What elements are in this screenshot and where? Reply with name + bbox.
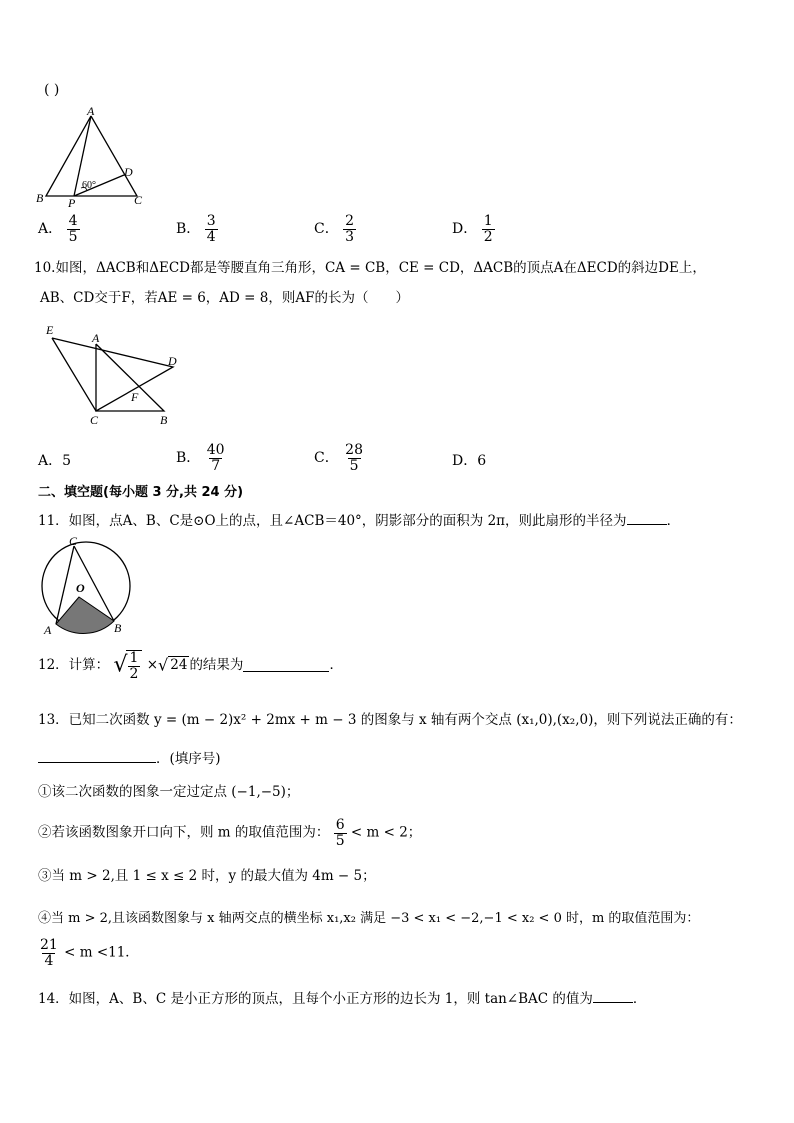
fraction-num: 1 [129,650,139,666]
fraction-num: 28 [345,442,363,458]
option-key: C． [314,450,339,467]
q10-option-a[interactable]: A．5 [38,453,72,469]
q10-option-d[interactable]: D．6 [452,453,487,469]
fraction [205,214,218,244]
q13-s4-suffix: < m <11． [64,944,139,961]
fraction [343,443,365,473]
fraction [126,650,143,681]
q10-option-b[interactable] [176,443,227,473]
q12-stem [38,650,343,681]
fraction-den: 2 [129,665,139,682]
q13-fill-note: ．(填序号) [156,751,221,767]
fraction-den: 3 [345,228,355,245]
fraction [482,214,495,244]
q13-fill-line [38,750,221,767]
fraction-den: 4 [206,228,216,245]
q11-label-b: B [114,621,122,635]
option-key: C． [314,221,339,238]
sqrt-sign-icon: √ [113,652,128,678]
q10-triangle-figure [40,320,190,430]
fraction [205,443,227,473]
fraction-num: 2 [345,213,355,229]
fraction-den: 5 [335,832,345,849]
q13-statement-4-range [38,938,139,968]
q10-label-e: E [46,323,54,337]
option-key: B． [176,450,201,467]
q13-statement-2 [38,818,421,848]
q10-stem-line2: AB、CD交于F，若AE = 6，AD = 8，则AF的长为（ ） [40,290,409,306]
radicand: 24 [170,656,188,673]
q9-angle-label: 60° [82,180,96,191]
option-key: D． [452,221,478,238]
q10-stem-line1: 10.如图，ΔACB和ΔECD都是等腰直角三角形，CA = CB，CE = CD，ΔACB的顶点A在ΔECD的斜边DE上， [34,260,706,276]
fraction-num: 40 [206,442,225,458]
times-sign: × [146,656,159,673]
q13-statement-3: ③当 m > 2,且 1 ≤ x ≤ 2 时，y 的最大值为 4m − 5； [38,868,376,884]
q12-end: ． [329,656,343,673]
q14-end: ． [632,991,647,1007]
q11-label-o: O [76,581,85,595]
q11-circle-figure [36,534,136,638]
q11-answer-blank[interactable] [627,512,667,525]
fraction-den: 2 [483,228,493,245]
q13-s2-prefix: ②若该函数图象开口向下，则 m 的取值范围为： [38,824,330,841]
sqrt-sign-icon: √ [158,655,169,675]
q9-option-d[interactable] [452,214,495,244]
q9-label-d: D [124,165,133,179]
q12-suffix: 的结果为 [189,656,244,673]
q9-triangle-figure [34,106,154,210]
fraction-num: 21 [40,937,58,953]
q13-s2-suffix: < m < 2； [350,824,422,841]
q14-answer-blank[interactable] [593,990,633,1003]
q9-option-a[interactable] [38,214,80,244]
q13-answer-blank[interactable] [38,750,156,763]
fraction [343,214,356,244]
fraction-den: 5 [349,457,359,474]
q9-label-a: A [87,106,95,118]
q10-label-c: C [90,413,99,427]
q12-answer-blank[interactable] [243,659,329,672]
q14-stem [38,990,646,1007]
q11-label-a: A [44,623,52,637]
fraction-den: 4 [44,952,54,969]
fraction [38,938,60,968]
q10-label-d: D [168,354,177,368]
option-key: B． [176,221,201,238]
fraction-den: 5 [68,228,78,245]
q9-option-c[interactable] [314,214,356,244]
fraction-num: 3 [206,213,216,229]
q11-label-c: C [69,534,78,548]
q14-text: 14．如图，A、B、C 是小正方形的顶点，且每个小正方形的边长为 1，则 tan∠BAC 的值为 [38,991,593,1007]
q10-option-c[interactable] [314,443,365,473]
q10-label-a: A [92,331,100,345]
fraction [67,214,80,244]
q13-statement-4: ④当 m > 2,且该函数图象与 x 轴两交点的横坐标 x₁,x₂ 满足 −3 < x₁ < −2,−1 < x₂ < 0 时，m 的取值范围为： [38,911,700,926]
fraction-num: 1 [483,213,493,229]
q10-label-f: F [131,390,139,404]
q10-label-b: B [160,413,168,427]
fraction [334,818,347,848]
fraction-num: 4 [68,213,78,229]
q11-text: 11．如图，点A、B、C是⊙O上的点，且∠ACB＝40°，阴影部分的面积为 2π，则此扇形的半径为 [38,513,627,529]
fraction-den: 7 [211,457,221,474]
q9-label-c: C [134,193,143,207]
q11-end: ． [666,513,681,529]
option-key: A． [38,221,63,238]
q13-statement-1: ①该二次函数的图象一定过定点 (−1,−5)； [38,784,300,800]
fraction-num: 6 [335,817,345,833]
q9-answer-paren: ( ) [44,82,60,98]
q9-label-b: B [36,191,44,205]
q13-stem: 13．已知二次函数 y = (m − 2)x² + 2mx + m − 3 的图象与 x 轴有两个交点 (x₁,0),(x₂,0)，则下列说法正确的有： [38,712,742,728]
q9-option-b[interactable] [176,214,218,244]
section-heading: 二、填空题(每小题 3 分,共 24 分) [38,485,244,500]
q12-prefix: 12．计算： [38,656,110,673]
q11-stem [38,512,680,529]
q9-label-p: P [68,196,76,210]
